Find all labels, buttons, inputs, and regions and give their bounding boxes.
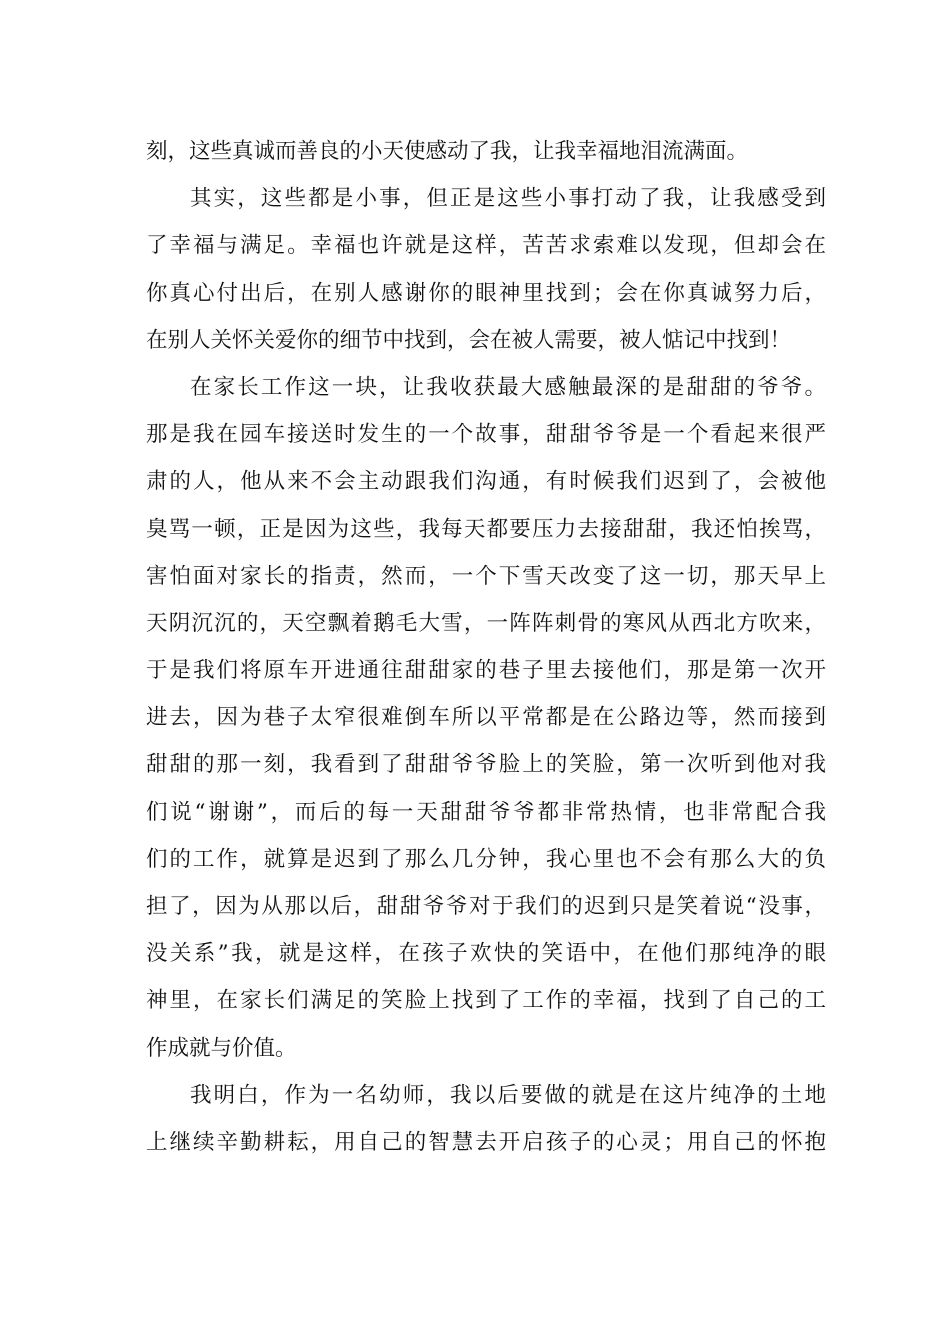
- text-line: 担了，因为从那以后，甜甜爷爷对于我们的迟到只是笑着说“没事，: [146, 894, 826, 919]
- text-line: 上继续辛勤耕耘，用自己的智慧去开启孩子的心灵；用自己的怀抱: [146, 1129, 826, 1155]
- text-line: 进去，因为巷子太窄很难倒车所以平常都是在公路边等，然而接到: [146, 705, 826, 731]
- text-line: 了幸福与满足。幸福也许就是这样，苦苦求索难以发现，但却会在: [146, 233, 826, 259]
- text-line: 刻，这些真诚而善良的小天使感动了我，让我幸福地泪流满面。: [146, 139, 749, 164]
- text-line: 神里，在家长们满足的笑脸上找到了工作的幸福，找到了自己的工: [146, 988, 826, 1014]
- text-line: 臭骂一顿，正是因为这些，我每天都要压力去接甜甜，我还怕挨骂，: [146, 516, 826, 542]
- text-line: 作成就与价值。: [146, 1035, 297, 1061]
- document-body: [146, 128, 826, 1166]
- text-line: 没关系”我，就是这样，在孩子欢快的笑语中，在他们那纯净的眼: [146, 941, 826, 967]
- paragraph-first-line: 我明白，作为一名幼师，我以后要做的就是在这片纯净的土地: [190, 1082, 826, 1108]
- text-line: 那是我在园车接送时发生的一个故事，甜甜爷爷是一个看起来很严: [146, 422, 826, 448]
- text-line: 害怕面对家长的指责，然而，一个下雪天改变了这一切，那天早上: [146, 563, 826, 589]
- text-line: 在别人关怀关爱你的细节中找到，会在被人需要，被人惦记中找到！: [146, 327, 792, 353]
- text-line: 们的工作，就算是迟到了那么几分钟，我心里也不会有那么大的负: [146, 846, 826, 872]
- text-line: 你真心付出后，在别人感谢你的眼神里找到；会在你真诚努力后，: [146, 280, 826, 306]
- text-line: 肃的人，他从来不会主动跟我们沟通，有时候我们迟到了，会被他: [146, 469, 826, 495]
- text-line: 天阴沉沉的，天空飘着鹅毛大雪，一阵阵刺骨的寒风从西北方吹来，: [146, 610, 826, 636]
- text-line: 甜甜的那一刻，我看到了甜甜爷爷脸上的笑脸，第一次听到他对我: [146, 752, 826, 778]
- paragraph-first-line: 其实，这些都是小事，但正是这些小事打动了我，让我感受到: [190, 186, 826, 212]
- text-line: 于是我们将原车开进通往甜甜家的巷子里去接他们，那是第一次开: [146, 658, 826, 684]
- paragraph-first-line: 在家长工作这一块，让我收获最大感触最深的是甜甜的爷爷。: [190, 374, 826, 400]
- text-line: 们说“谢谢”，而后的每一天甜甜爷爷都非常热情，也非常配合我: [146, 799, 826, 825]
